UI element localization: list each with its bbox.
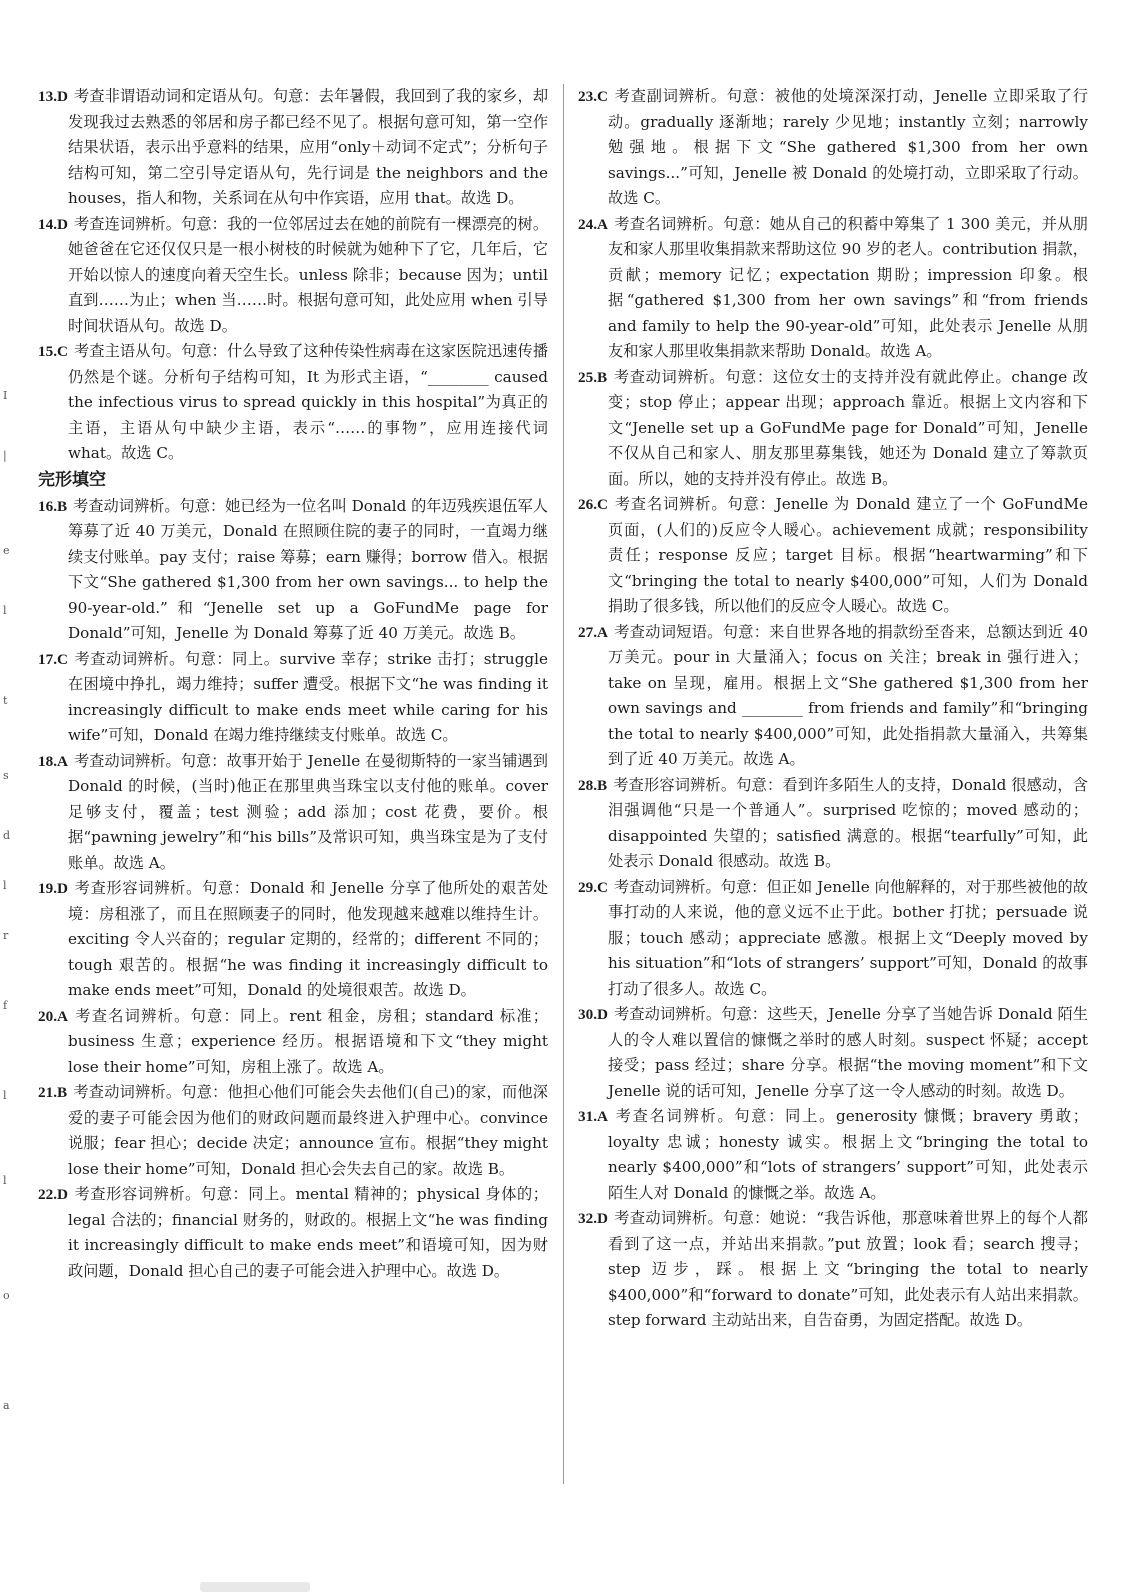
answer-letter: A xyxy=(596,1108,608,1125)
item-number: 22. xyxy=(38,1186,57,1203)
answer-letter: D xyxy=(596,1210,608,1227)
answer-item-30 xyxy=(578,1002,1088,1104)
answer-item-13 xyxy=(38,84,548,212)
gutter-mark: l xyxy=(3,879,7,892)
item-number: 16. xyxy=(38,497,57,515)
item-explanation: 考查非谓语动词和定语从句。句意：去年暑假，我回到了我的家乡，却发现我过去熟悉的邻居和房子都已经不见了。根据句意可知，第一空作结果状语，表示出乎意料的结果，应用“only＋动词不定式”；分析句子结构可知，第二空引导定语从句，先行词是 the neighbors and the houses，指人和物，关系词在从句中作宾语，应用 that。故选 D。 xyxy=(68,87,548,207)
item-explanation: 考查名词辨析。句意：同上。generosity 慷慨；bravery 勇敢；loyalty 忠诚；honesty 诚实。根据上文“bringing the total to nearly $400,000”和“lots of strangers’ support”可知，此处表示陌生人对 Donald 的慷慨之举。故选 A。 xyxy=(608,1107,1088,1202)
item-number: 31. xyxy=(578,1108,597,1125)
item-explanation: 考查形容词辨析。句意：看到许多陌生人的支持，Donald 很感动，含泪强调他“只是一个普通人”。surprised 吃惊的；moved 感动的；disappointed 失望的；satisfied 满意的。根据“tearfully”可知，此处表示 Donald 很感动。故选 B。 xyxy=(608,775,1088,870)
gutter-mark: o xyxy=(3,1289,10,1302)
gutter-mark: e xyxy=(3,544,10,557)
item-number: 24. xyxy=(578,215,597,233)
item-number: 13. xyxy=(38,88,57,105)
binding-gutter xyxy=(0,0,22,1596)
answer-item-32 xyxy=(578,1206,1088,1334)
answer-letter: A xyxy=(596,215,608,233)
gutter-mark: | xyxy=(3,449,7,462)
answer-item-27 xyxy=(578,620,1088,773)
answer-letter: C xyxy=(56,343,68,360)
answer-letter: D xyxy=(56,880,68,897)
answer-letter: D xyxy=(56,1186,68,1203)
gutter-mark: s xyxy=(3,769,9,782)
item-explanation: 考查形容词辨析。句意：同上。mental 精神的；physical 身体的；legal 合法的；financial 财务的，财政的。根据上文“he was finding it increasingly difficult to make ends meet”和语境可知，因为财政问题，Donald 担心自己的妻子可能会进入护理中心。故选 D。 xyxy=(68,1185,548,1280)
answer-letter: C xyxy=(596,878,608,896)
answer-letter: A xyxy=(596,623,608,641)
item-explanation: 考查动词辨析。句意：他担心他们可能会失去他们(自己)的家，而他深爱的妻子可能会因为他们的财政问题而最终进入护理中心。convince 说服；fear 担心；decide 决定；announce 宣布。根据“they might lose their home”可知，Donald 担心会失去自己的家。故选 B。 xyxy=(68,1083,548,1178)
item-number: 28. xyxy=(578,776,597,794)
item-explanation: 考查动词辨析。句意：这些天，Jenelle 分享了当她告诉 Donald 陌生人的令人难以置信的慷慨之举时的感人时刻。suspect 怀疑；accept 接受；pass 经过；share 分享。根据“the moving moment”和下文 Jenelle 说的话可知，Jenelle 分享了这一令人感动的时刻。故选 D。 xyxy=(608,1005,1088,1100)
item-number: 21. xyxy=(38,1084,57,1101)
answer-item-26 xyxy=(578,492,1088,620)
left-column xyxy=(38,84,548,1284)
answer-letter: A xyxy=(56,752,68,770)
answer-item-24 xyxy=(578,212,1088,365)
item-explanation: 考查动词辨析。句意：但正如 Jenelle 向他解释的，对于那些被他的故事打动的人来说，他的意义远不止于此。bother 打扰；persuade 说服；touch 感动；appreciate 感激。根据上文“Deeply moved by his situation”和“lots of strangers’ support”可知，Donald 的故事打动了很多人。故选 C。 xyxy=(608,877,1088,998)
item-explanation: 考查动词辨析。句意：这位女士的支持并没有就此停止。change 改变；stop 停止；appear 出现；approach 靠近。根据上文内容和下文“Jenelle set up a GoFundMe page for Donald”可知，Jenelle 不仅从自己和家人、朋友那里募集钱，她还为 Donald 建立了筹款页面。所以，她的支持并没有停止。故选 B。 xyxy=(608,367,1088,488)
item-explanation: 考查动词辨析。句意：她已经为一位名叫 Donald 的年迈残疾退伍军人筹募了近 40 万美元，Donald 在照顾住院的妻子的同时，一直竭力继续支付账单。pay 支付；raise 筹募；earn 赚得；borrow 借入。根据下文“She gathered $1,300 from her own savings... to help the 90-year-old.”和“Jenelle set up a GoFundMe page for Donald”可知，Jenelle 为 Donald 筹募了近 40 万美元。故选 B。 xyxy=(68,496,548,642)
item-number: 25. xyxy=(578,368,597,386)
answer-item-18 xyxy=(38,749,548,877)
gutter-mark: I xyxy=(3,389,8,402)
gutter-mark: t xyxy=(3,694,8,707)
answer-letter: A xyxy=(56,1007,68,1025)
item-number: 15. xyxy=(38,343,57,360)
item-explanation: 考查动词短语。句意：来自世界各地的捐款纷至沓来，总额达到近 40 万美元。pour in 大量涌入；focus on 关注；break in 强行进入；take on 呈现，雇用。根据上文“She gathered $1,300 from her own savings and ________ from friends and family”和“bringing the total to nearly $400,000”可知，此处指捐款大量涌入，共筹集到了近 40 万美元。故选 A。 xyxy=(608,622,1088,768)
item-number: 19. xyxy=(38,880,57,897)
item-number: 23. xyxy=(578,88,597,105)
item-number: 32. xyxy=(578,1210,597,1227)
gutter-mark: f xyxy=(3,999,8,1012)
answer-letter: D xyxy=(56,88,68,105)
answer-letter: C xyxy=(56,650,68,668)
item-explanation: 考查副词辨析。句意：被他的处境深深打动，Jenelle 立即采取了行动。gradually 逐渐地；rarely 少见地；instantly 立刻；narrowly 勉强地。根据下文“She gathered $1,300 from her own savings...”可知，Jenelle 被 Donald 的处境打动，立即采取了行动。故选 C。 xyxy=(608,87,1088,207)
item-explanation: 考查动词辨析。句意：同上。survive 幸存；strike 击打；struggle 在困境中挣扎，竭力维持；suffer 遭受。根据下文“he was finding it increasingly difficult to make ends meet while caring for his wife”可知，Donald 在竭力维持继续支付账单。故选 C。 xyxy=(68,649,548,744)
section-heading-cloze: 完形填空 xyxy=(38,469,106,490)
item-number: 27. xyxy=(578,623,597,641)
answer-item-25 xyxy=(578,365,1088,493)
answer-item-20 xyxy=(38,1004,548,1081)
gutter-mark: a xyxy=(3,1399,10,1412)
answer-item-23 xyxy=(578,84,1088,212)
item-explanation: 考查名词辨析。句意：她从自己的积蓄中筹集了 1 300 美元，并从朋友和家人那里收集捐款来帮助这位 90 岁的老人。contribution 捐款，贡献；memory 记忆；expectation 期盼；impression 印象。根据“gathered $1,300 from her own savings”和“from friends and family to help the 90-year-old”可知，此处表示 Jenelle 从朋友和家人那里收集捐款来帮助 Donald。故选 A。 xyxy=(608,214,1088,360)
column-divider xyxy=(563,84,564,1484)
answer-item-16 xyxy=(38,494,548,647)
item-number: 14. xyxy=(38,215,57,233)
gutter-mark: l xyxy=(3,1089,7,1102)
answer-letter: C xyxy=(596,88,608,105)
answer-letter: D xyxy=(596,1006,608,1023)
item-number: 30. xyxy=(578,1006,597,1023)
answer-item-28 xyxy=(578,773,1088,875)
scan-smudge xyxy=(200,1582,310,1592)
gutter-mark: l xyxy=(3,604,7,617)
item-explanation: 考查动词辨析。句意：故事开始于 Jenelle 在曼彻斯特的一家当铺遇到 Donald 的时候，(当时)他正在那里典当珠宝以支付他的账单。cover 足够支付，覆盖；test 测验；add 添加；cost 花费，要价。根据“pawning jewelry”和“his bills”及常识可知，典当珠宝是为了支付账单。故选 A。 xyxy=(68,751,548,872)
answer-item-15 xyxy=(38,339,548,467)
answer-item-22 xyxy=(38,1182,548,1284)
item-explanation: 考查动词辨析。句意：她说：“我告诉他，那意味着世界上的每个人都看到了这一点，并站出来捐款。”put 放置；look 看；search 搜寻；step 迈步，踩。根据上文“bringing the total to nearly $400,000”和“forward to donate”可知，此处表示有人站出来捐款。step forward 主动站出来，自告奋勇，为固定搭配。故选 D。 xyxy=(608,1209,1088,1329)
item-number: 20. xyxy=(38,1007,57,1025)
item-number: 17. xyxy=(38,650,57,668)
item-explanation: 考查名词辨析。句意：Jenelle 为 Donald 建立了一个 GoFundMe 页面，(人们的)反应令人暖心。achievement 成就；responsibility 责任；response 反应；target 目标。根据“heartwarming”和下文“bringing the total to nearly $400,000”可知，人们为 Donald 捐助了很多钱，所以他们的反应令人暖心。故选 C。 xyxy=(608,495,1088,615)
gutter-mark: r xyxy=(3,929,9,942)
answer-item-17 xyxy=(38,647,548,749)
answer-letter: C xyxy=(596,496,608,513)
item-number: 26. xyxy=(578,496,597,513)
item-number: 29. xyxy=(578,878,597,896)
gutter-mark: d xyxy=(3,829,11,842)
answer-letter: B xyxy=(596,776,608,794)
item-number: 18. xyxy=(38,752,57,770)
answer-letter: B xyxy=(56,1084,68,1101)
answer-item-29 xyxy=(578,875,1088,1003)
item-explanation: 考查主语从句。句意：什么导致了这种传染性病毒在这家医院迅速传播仍然是个谜。分析句子结构可知，It 为形式主语，“________ caused the infectious virus to spread quickly in this hospital”为真正的主语，主语从句中缺少主语，表示“……的事物”，应用连接代词 what。故选 C。 xyxy=(68,342,548,462)
item-explanation: 考查连词辨析。句意：我的一位邻居过去在她的前院有一棵漂亮的树。她爸爸在它还仅仅只是一根小树枝的时候就为她种下了它，几年后，它开始以惊人的速度向着天空生长。unless 除非；because 因为；until 直到……为止；when 当……时。根据句意可知，此处应用 when 引导时间状语从句。故选 D。 xyxy=(68,214,548,335)
answer-letter: B xyxy=(56,497,68,515)
item-explanation: 考查名词辨析。句意：同上。rent 租金，房租；standard 标准；business 生意；experience 经历。根据语境和下文“they might lose their home”可知，房租上涨了。故选 A。 xyxy=(68,1006,548,1076)
item-explanation: 考查形容词辨析。句意：Donald 和 Jenelle 分享了他所处的艰苦处境：房租涨了，而且在照顾妻子的同时，他发现越来越难以维持生计。exciting 令人兴奋的；regular 定期的，经常的；different 不同的；tough 艰苦的。根据“he was finding it increasingly difficult to make ends meet”可知，Donald 的处境很艰苦。故选 D。 xyxy=(68,879,548,999)
answer-item-14 xyxy=(38,212,548,340)
answer-letter: D xyxy=(56,215,68,233)
answer-item-31 xyxy=(578,1104,1088,1206)
gutter-mark: l xyxy=(3,1174,7,1187)
answer-item-19 xyxy=(38,876,548,1004)
answer-letter: B xyxy=(596,368,608,386)
answer-item-21 xyxy=(38,1080,548,1182)
right-column xyxy=(578,84,1088,1334)
